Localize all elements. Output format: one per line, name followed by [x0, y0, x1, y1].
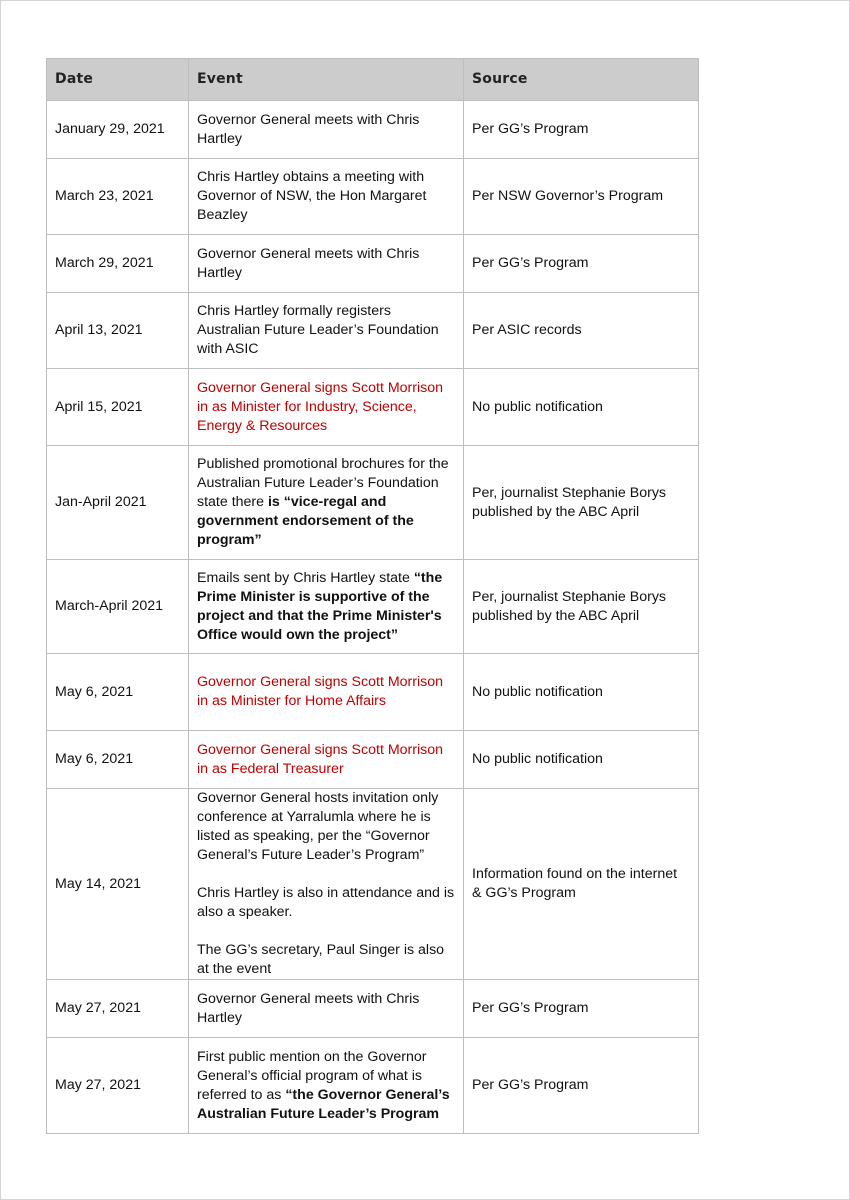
source-cell: Per NSW Governor’s Program — [464, 159, 699, 235]
source-cell: Per GG’s Program — [464, 235, 699, 293]
date-cell: March 29, 2021 — [47, 235, 189, 293]
event-cell — [189, 446, 464, 560]
event-text-segment: Published promotional brochures for the Australian Future Leader’s Foundation state there — [197, 456, 449, 510]
source-cell: Per GG’s Program — [464, 980, 699, 1038]
source-cell: No public notification — [464, 654, 699, 731]
event-text-segment: Governor General signs Scott Morrison in as Minister for Industry, Science, Energy & Resources — [197, 379, 444, 434]
source-cell: Per, journalist Stephanie Borys published by the ABC April — [464, 560, 699, 654]
event-text-segment: Chris Hartley obtains a meeting with Governor of NSW, the Hon Margaret Beazley — [197, 169, 427, 223]
event-text-segment: Governor General signs Scott Morrison in as Minister for Home Affairs — [197, 674, 444, 709]
table-row — [47, 980, 699, 1038]
event-cell — [189, 1038, 464, 1134]
source-cell: Per, journalist Stephanie Borys published by the ABC April — [464, 446, 699, 560]
table-body — [47, 101, 699, 1134]
event-cell — [189, 654, 464, 731]
date-cell: March-April 2021 — [47, 560, 189, 654]
source-cell: Per ASIC records — [464, 293, 699, 369]
date-cell: May 27, 2021 — [47, 980, 189, 1038]
event-cell — [189, 560, 464, 654]
event-cell — [189, 293, 464, 369]
event-cell — [189, 980, 464, 1038]
event-text-segment: Governor General signs Scott Morrison in as Federal Treasurer — [197, 741, 444, 777]
timeline-table — [46, 58, 699, 1134]
event-text-segment: Governor General hosts invitation only conference at Yarralumla where he is listed as speaking, per the “Governor General’s Future Leader’s Program” — [197, 790, 439, 863]
date-cell: March 23, 2021 — [47, 159, 189, 235]
source-cell: Per GG’s Program — [464, 1038, 699, 1134]
event-text-segment: Chris Hartley is also in attendance and is also a speaker. — [197, 885, 455, 920]
date-cell: April 15, 2021 — [47, 369, 189, 446]
date-cell: April 13, 2021 — [47, 293, 189, 369]
source-cell: No public notification — [464, 369, 699, 446]
event-text-segment: First public mention on the Governor General’s official program of what is referred to as — [197, 1048, 427, 1103]
event-text-segment: Governor General meets with Chris Hartley — [197, 990, 420, 1026]
table-row — [47, 731, 699, 789]
source-cell: Per GG’s Program — [464, 101, 699, 159]
date-cell: May 6, 2021 — [47, 654, 189, 731]
event-text-segment: Emails sent by Chris Hartley state — [197, 569, 414, 586]
table-row — [47, 1038, 699, 1134]
event-cell — [189, 369, 464, 446]
event-cell — [189, 789, 464, 980]
header-row — [47, 59, 699, 101]
event-cell — [189, 101, 464, 159]
event-text-segment: “the Governor General’s Australian Future Leader’s Program — [197, 1086, 450, 1122]
table-row — [47, 789, 699, 980]
date-cell: Jan-April 2021 — [47, 446, 189, 560]
event-text-segment: The GG’s secretary, Paul Singer is also at the event — [197, 942, 445, 977]
table-row — [47, 235, 699, 293]
date-cell: January 29, 2021 — [47, 101, 189, 159]
date-cell: May 6, 2021 — [47, 731, 189, 789]
table-row — [47, 369, 699, 446]
table-row — [47, 654, 699, 731]
table-row — [47, 101, 699, 159]
event-cell — [189, 731, 464, 789]
event-text-segment: is “vice-regal and government endorsement of the program” — [197, 494, 414, 548]
event-text-segment: Chris Hartley formally registers Australian Future Leader’s Foundation with ASIC — [197, 303, 439, 357]
event-text-segment: Governor General meets with Chris Hartley — [197, 245, 420, 281]
source-cell: No public notification — [464, 731, 699, 789]
source-cell: Information found on the internet & GG’s Program — [464, 789, 699, 980]
table-row — [47, 560, 699, 654]
date-cell: May 14, 2021 — [47, 789, 189, 980]
header-date: Date — [47, 59, 189, 101]
table-row — [47, 446, 699, 560]
header-event: Event — [189, 59, 464, 101]
header-source: Source — [464, 59, 699, 101]
table-row — [47, 159, 699, 235]
date-cell: May 27, 2021 — [47, 1038, 189, 1134]
event-text-segment: Governor General meets with Chris Hartley — [197, 111, 420, 147]
event-cell — [189, 159, 464, 235]
event-text-segment: “the Prime Minister is supportive of the project and that the Prime Minister's Office would own the project” — [197, 569, 443, 643]
table-row — [47, 293, 699, 369]
event-cell — [189, 235, 464, 293]
